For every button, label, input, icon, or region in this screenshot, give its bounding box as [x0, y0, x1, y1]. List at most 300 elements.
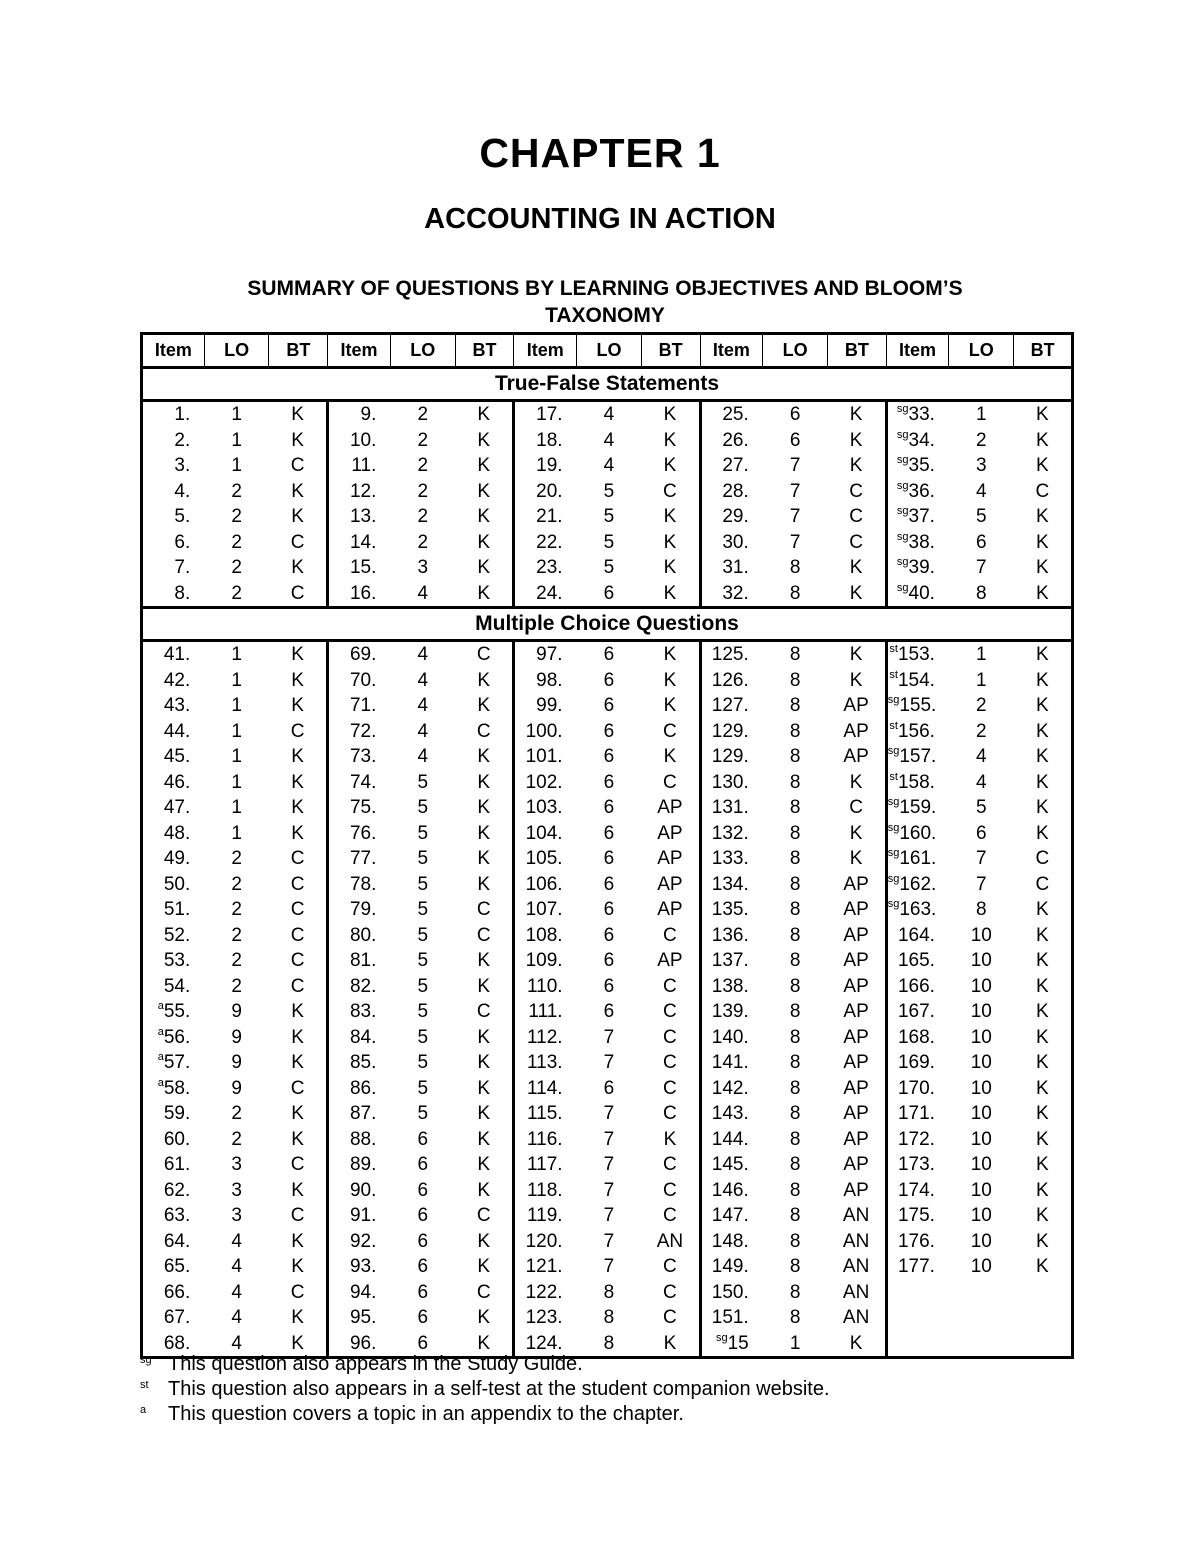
bt-cell: AP — [828, 1050, 887, 1076]
bt-cell: C — [269, 1280, 328, 1306]
item-cell — [886, 453, 949, 479]
lo-cell: 8 — [789, 669, 801, 691]
table-row — [142, 948, 1073, 974]
lo-cell: 6 — [603, 848, 615, 869]
bt-cell: C — [455, 999, 514, 1025]
item-cell — [514, 693, 577, 719]
lo-cell: 2 — [976, 695, 987, 716]
item-cell — [700, 555, 763, 581]
footnote-marker: a — [157, 1076, 164, 1089]
lo-cell: 7 — [603, 1179, 615, 1201]
item-cell — [142, 846, 205, 872]
column-header: LO — [763, 334, 828, 368]
item-cell — [328, 795, 391, 821]
lo-cell: 2 — [231, 480, 242, 502]
bt-cell: K — [1035, 899, 1049, 920]
item-cell — [886, 401, 949, 428]
bt-cell: K — [455, 1127, 514, 1153]
bt-cell: K — [269, 1254, 328, 1280]
lo-cell: 7 — [603, 1052, 615, 1073]
item-number: 7. — [174, 557, 191, 578]
item-number: 177. — [897, 1256, 935, 1277]
item-cell — [514, 1101, 577, 1127]
lo-cell: 1 — [231, 429, 242, 451]
bt-cell: AN — [641, 1229, 700, 1255]
bt-cell: K — [828, 641, 887, 668]
item-cell — [886, 1050, 949, 1076]
lo-cell: 8 — [789, 1052, 801, 1073]
bt-cell: K — [269, 795, 328, 821]
lo-cell: 8 — [789, 822, 801, 844]
bt-cell: C — [269, 897, 328, 923]
lo-cell: 8 — [789, 797, 801, 818]
footnotes — [140, 1352, 830, 1427]
lo-cell: 4 — [417, 695, 429, 716]
lo-cell: 10 — [970, 1026, 992, 1048]
lo-cell: 3 — [231, 1154, 242, 1175]
item-number: 77. — [349, 848, 377, 869]
footnote-marker: sg — [887, 745, 900, 757]
lo-cell: 1 — [231, 822, 242, 844]
item-number: 29. — [722, 506, 749, 527]
item-cell — [142, 1127, 205, 1153]
item-cell — [142, 770, 205, 796]
lo-cell: 5 — [976, 506, 987, 527]
lo-cell: 8 — [789, 1230, 801, 1252]
bt-cell: AP — [828, 1025, 887, 1051]
lo-cell: 8 — [789, 1307, 801, 1328]
item-cell — [700, 668, 763, 694]
bt-cell: K — [1035, 429, 1049, 451]
lo-cell: 7 — [603, 1103, 615, 1124]
lo-cell: 2 — [231, 506, 242, 527]
lo-cell: 1 — [231, 644, 242, 665]
item-number: 163. — [899, 899, 937, 920]
item-cell — [514, 770, 577, 796]
bt-cell: K — [455, 974, 514, 1000]
lo-cell: 3 — [976, 455, 987, 476]
bt-cell: K — [455, 821, 514, 847]
item-number: 134. — [711, 873, 749, 895]
item-cell — [142, 1305, 205, 1331]
bt-cell: AP — [828, 897, 887, 923]
item-number: 82. — [349, 975, 377, 997]
item-number: 34. — [908, 429, 935, 451]
bt-cell: K — [1035, 797, 1049, 818]
table-row — [142, 555, 1073, 581]
bt-cell: K — [269, 1025, 328, 1051]
footnote-marker: sg — [887, 821, 900, 834]
bt-cell: K — [1035, 1001, 1049, 1022]
item-cell — [886, 923, 949, 949]
footnote-marker: st — [889, 770, 898, 783]
item-number: 62. — [163, 1179, 191, 1201]
lo-cell: 4 — [417, 720, 429, 742]
item-number: 86. — [349, 1077, 377, 1099]
footnote-marker: sg — [887, 872, 900, 885]
bt-cell: K — [1035, 746, 1049, 767]
bt-cell: K — [1035, 720, 1049, 742]
bt-cell: K — [455, 1025, 514, 1051]
item-number: 153. — [897, 644, 935, 665]
item-number: 38. — [908, 531, 935, 553]
item-cell — [700, 923, 763, 949]
item-number: 12. — [349, 480, 377, 502]
item-cell — [142, 821, 205, 847]
item-number: 88. — [349, 1128, 377, 1150]
item-number: 63. — [163, 1205, 191, 1226]
column-header: BT — [455, 334, 514, 368]
item-cell — [328, 530, 391, 556]
bt-cell: C — [1035, 848, 1050, 869]
item-cell — [886, 999, 949, 1025]
lo-cell: 8 — [789, 1026, 801, 1048]
item-cell — [700, 948, 763, 974]
chapter-subtitle: ACCOUNTING IN ACTION — [424, 203, 776, 235]
item-cell — [328, 504, 391, 530]
bt-cell: C — [641, 1254, 700, 1280]
item-cell — [886, 581, 949, 608]
item-number: 107. — [525, 899, 563, 920]
lo-cell: 3 — [231, 1179, 242, 1201]
bt-cell: AP — [641, 872, 700, 898]
lo-cell: 4 — [417, 582, 429, 604]
bt-cell: K — [455, 401, 514, 428]
item-cell — [328, 1254, 391, 1280]
bt-cell: K — [269, 1305, 328, 1331]
item-number: 56. — [163, 1026, 191, 1048]
item-cell — [886, 1229, 949, 1255]
item-number: 161. — [899, 848, 937, 869]
table-row — [142, 719, 1073, 745]
bt-cell: K — [455, 1101, 514, 1127]
item-cell — [700, 770, 763, 796]
bt-cell: K — [641, 453, 700, 479]
item-number: 44. — [163, 720, 191, 742]
lo-cell: 1 — [231, 455, 242, 476]
bt-cell: K — [828, 453, 887, 479]
table-row — [142, 1050, 1073, 1076]
table-row — [142, 1025, 1073, 1051]
item-cell — [328, 581, 391, 608]
item-cell — [700, 428, 763, 454]
lo-cell: 8 — [789, 1154, 801, 1175]
lo-cell: 2 — [231, 1128, 242, 1150]
table-row — [142, 401, 1073, 428]
bt-cell: AP — [828, 693, 887, 719]
lo-cell: 2 — [976, 720, 987, 742]
table-row — [142, 693, 1073, 719]
bt-cell: K — [269, 1050, 328, 1076]
lo-cell: 2 — [417, 455, 429, 476]
item-number: 66. — [163, 1281, 191, 1303]
item-cell — [328, 1152, 391, 1178]
footnote-marker: sg — [887, 694, 900, 706]
footnote — [140, 1402, 830, 1427]
footnote-marker: a — [157, 1000, 164, 1012]
item-number: 10. — [349, 429, 377, 451]
item-cell — [514, 453, 577, 479]
lo-cell: 6 — [603, 950, 615, 971]
item-cell — [328, 974, 391, 1000]
bt-cell: K — [269, 1229, 328, 1255]
item-number: 27. — [722, 455, 749, 476]
item-cell — [514, 846, 577, 872]
lo-cell: 7 — [789, 455, 801, 476]
item-cell — [328, 479, 391, 505]
item-number: 171. — [897, 1103, 935, 1124]
item-cell — [142, 1203, 205, 1229]
lo-cell: 10 — [970, 975, 992, 997]
item-number: 18. — [536, 429, 563, 451]
item-cell — [514, 581, 577, 608]
item-number: 125. — [711, 644, 749, 665]
bt-cell: AP — [828, 719, 887, 745]
lo-cell: 2 — [417, 404, 429, 425]
item-number: 68. — [163, 1332, 191, 1354]
item-number: 108. — [525, 924, 563, 946]
bt-cell: K — [455, 530, 514, 556]
item-number: 59. — [163, 1103, 191, 1124]
bt-cell: AP — [828, 1127, 887, 1153]
lo-cell: 2 — [231, 582, 242, 604]
item-cell — [142, 1178, 205, 1204]
item-number: 151. — [711, 1307, 749, 1328]
bt-cell: K — [641, 744, 700, 770]
item-number: 139. — [711, 1001, 749, 1022]
footnote-marker: sg — [896, 454, 909, 466]
lo-cell: 4 — [417, 644, 429, 665]
item-cell — [514, 999, 577, 1025]
lo-cell: 10 — [970, 1154, 992, 1175]
table-row — [142, 581, 1073, 608]
footnote-marker: sg — [715, 1331, 728, 1344]
item-cell — [514, 530, 577, 556]
item-cell — [700, 693, 763, 719]
item-cell — [514, 479, 577, 505]
lo-cell: 4 — [231, 1256, 242, 1277]
lo-cell: 5 — [417, 771, 429, 793]
bt-cell: K — [1035, 506, 1049, 527]
item-cell — [328, 948, 391, 974]
item-cell — [514, 1076, 577, 1102]
lo-cell: 2 — [231, 873, 242, 895]
item-cell — [700, 1280, 763, 1306]
lo-cell: 6 — [603, 695, 615, 716]
item-cell — [700, 795, 763, 821]
item-number: 80. — [349, 924, 377, 946]
item-cell — [142, 555, 205, 581]
bt-cell: K — [269, 1331, 328, 1358]
item-number: 25. — [722, 404, 749, 425]
item-cell — [142, 1025, 205, 1051]
bt-cell: K — [1035, 1077, 1049, 1099]
item-number: 101. — [525, 746, 563, 767]
bt-cell: K — [1035, 1256, 1049, 1277]
item-number: 79. — [349, 899, 377, 920]
bt-cell: C — [455, 1203, 514, 1229]
lo-cell: 6 — [976, 531, 987, 553]
lo-cell: 8 — [789, 720, 801, 742]
bt-cell: K — [1035, 950, 1049, 971]
item-cell — [328, 693, 391, 719]
lo-cell: 10 — [970, 1205, 992, 1226]
item-number: 144. — [711, 1128, 749, 1150]
lo-cell: 8 — [789, 1103, 801, 1124]
table-row — [142, 1076, 1073, 1102]
bt-cell: C — [269, 974, 328, 1000]
table-row — [142, 770, 1073, 796]
lo-cell: 2 — [231, 899, 242, 920]
item-cell — [700, 530, 763, 556]
item-cell — [700, 581, 763, 608]
item-cell — [328, 1203, 391, 1229]
lo-cell: 5 — [417, 1077, 429, 1099]
item-number: 150. — [711, 1281, 749, 1303]
item-number: 141. — [711, 1052, 749, 1073]
item-cell — [886, 1254, 949, 1280]
bt-cell: C — [269, 1152, 328, 1178]
bt-cell: C — [269, 719, 328, 745]
item-number: 26. — [722, 429, 749, 451]
lo-cell: 9 — [231, 1077, 242, 1099]
bt-cell: C — [641, 999, 700, 1025]
item-cell — [328, 923, 391, 949]
table-header-row — [142, 334, 1073, 368]
item-cell — [328, 1101, 391, 1127]
item-number: 168. — [897, 1026, 935, 1048]
item-cell — [514, 1280, 577, 1306]
bt-cell: C — [269, 1203, 328, 1229]
table-row — [142, 504, 1073, 530]
table-row — [142, 1152, 1073, 1178]
lo-cell: 6 — [603, 873, 615, 895]
item-number: 13. — [349, 506, 377, 527]
item-cell — [700, 401, 763, 428]
lo-cell: 7 — [976, 557, 987, 578]
bt-cell: K — [1035, 531, 1049, 553]
lo-cell: 6 — [789, 429, 801, 451]
lo-cell: 7 — [603, 1154, 615, 1175]
footnote-marker: sg — [896, 479, 909, 492]
summary-table — [140, 332, 1074, 1359]
lo-cell: 1 — [231, 404, 242, 425]
item-cell — [328, 428, 391, 454]
item-cell — [142, 744, 205, 770]
item-cell — [514, 719, 577, 745]
item-number: 114. — [527, 1077, 563, 1099]
lo-cell: 8 — [789, 873, 801, 895]
item-number: 60. — [163, 1128, 191, 1150]
lo-cell: 8 — [789, 695, 801, 716]
item-cell — [142, 453, 205, 479]
column-header: LO — [390, 334, 455, 368]
item-cell — [142, 872, 205, 898]
lo-cell: 8 — [976, 582, 987, 604]
item-cell — [142, 795, 205, 821]
item-cell — [700, 1229, 763, 1255]
table-row — [142, 744, 1073, 770]
column-header: Item — [886, 334, 949, 368]
bt-cell: K — [455, 1229, 514, 1255]
item-cell — [142, 948, 205, 974]
item-number: 97. — [536, 644, 563, 665]
lo-cell: 5 — [417, 797, 429, 818]
bt-cell — [1014, 1331, 1073, 1358]
lo-cell: 5 — [603, 506, 615, 527]
item-number: 105. — [525, 848, 563, 869]
item-number: 109. — [525, 950, 563, 971]
item-cell — [700, 1203, 763, 1229]
item-number: 164. — [897, 924, 935, 946]
lo-cell: 8 — [976, 899, 987, 920]
lo-cell: 8 — [789, 644, 801, 665]
footnote-marker: sg — [887, 796, 900, 808]
lo-cell: 2 — [417, 531, 429, 553]
footnote-mark: sg — [140, 1354, 152, 1366]
bt-cell: K — [1035, 1052, 1049, 1073]
footnote-marker: sg — [887, 898, 900, 910]
table-row — [142, 999, 1073, 1025]
item-cell — [142, 1254, 205, 1280]
item-number: 22. — [536, 531, 563, 553]
item-number: 16. — [349, 582, 377, 604]
lo-cell: 4 — [603, 404, 615, 425]
bt-cell: C — [269, 923, 328, 949]
bt-cell: K — [455, 1331, 514, 1358]
lo-cell: 6 — [417, 1128, 429, 1150]
lo-cell: 1 — [976, 644, 987, 665]
lo-cell: 5 — [417, 1103, 429, 1124]
footnote-marker: st — [889, 719, 898, 732]
bt-cell: K — [455, 1050, 514, 1076]
bt-cell: C — [269, 872, 328, 898]
lo-cell: 2 — [231, 924, 242, 946]
lo-cell: 7 — [976, 873, 987, 895]
table-row — [142, 1305, 1073, 1331]
bt-cell: K — [455, 872, 514, 898]
item-number: 129. — [711, 746, 749, 767]
bt-cell: K — [1035, 1179, 1049, 1201]
footnote-marker: a — [157, 1025, 164, 1038]
lo-cell: 8 — [789, 1001, 801, 1022]
item-number: 118. — [527, 1179, 563, 1201]
item-number: 167. — [897, 1001, 935, 1022]
bt-cell: K — [1035, 1026, 1049, 1048]
item-number: 3. — [174, 455, 191, 476]
item-number: 45. — [163, 746, 191, 767]
lo-cell: 6 — [603, 669, 615, 691]
bt-cell: K — [641, 428, 700, 454]
item-number: 162. — [899, 873, 937, 895]
lo-cell: 4 — [976, 480, 987, 502]
bt-cell: K — [641, 504, 700, 530]
item-cell — [142, 693, 205, 719]
bt-cell: C — [269, 846, 328, 872]
lo-cell: 5 — [417, 1026, 429, 1048]
item-number: 36. — [908, 480, 935, 502]
footnote-marker: sg — [896, 428, 909, 441]
bt-cell: K — [641, 693, 700, 719]
item-number: 55. — [163, 1001, 191, 1022]
bt-cell: K — [455, 1305, 514, 1331]
item-number: 113. — [527, 1052, 563, 1073]
lo-cell: 6 — [417, 1230, 429, 1252]
column-header: LO — [577, 334, 642, 368]
table-row — [142, 530, 1073, 556]
lo-cell: 2 — [976, 429, 987, 451]
bt-cell: AP — [828, 1101, 887, 1127]
